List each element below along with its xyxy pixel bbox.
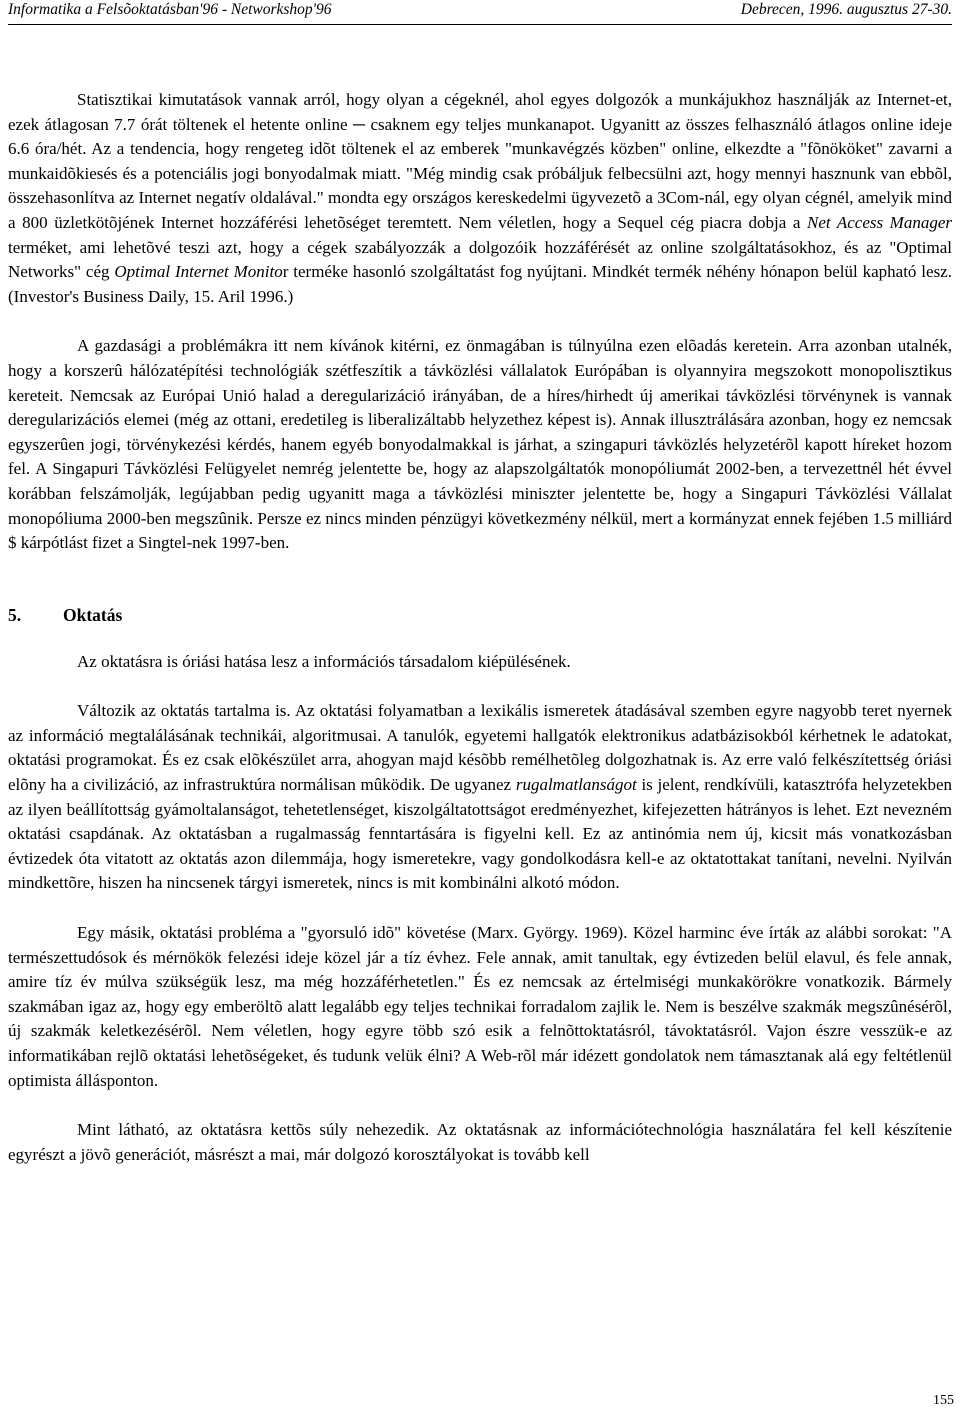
paragraph-internet-usage bbox=[8, 88, 952, 309]
p4-emphasis: rugalmatlanságot bbox=[515, 775, 637, 795]
p1-product-optimal-internet-monitor: Optimal Internet Monito bbox=[114, 262, 283, 282]
section-title: Oktatás bbox=[63, 604, 123, 625]
page-number: 155 bbox=[933, 1393, 954, 1408]
section-number: 5. bbox=[8, 604, 22, 625]
header-place-date: Debrecen, 1996. augusztus 27-30. bbox=[740, 1, 952, 18]
header-conference-title: Informatika a Felsõoktatásban'96 - Networkshop'96 bbox=[8, 1, 332, 18]
running-header bbox=[8, 0, 952, 25]
p1-text-4: r terméke hasonló szolgáltatást fog nyújtani. Mindkét termék néhény hónapon belül kapható lesz. (Investor's Business Daily, 15. Aril 1996.) bbox=[8, 262, 952, 306]
p1-text-1: Statisztikai kimutatások vannak arról, hogy olyan a cégeknél, ahol egyes dolgozók a munkájukhoz használják az Internet-et, ezek átlagosan 7.7 órát töltenek el hetente online bbox=[8, 90, 952, 134]
paragraph-accelerating-time: Egy másik, oktatási probléma a "gyorsuló idõ" követése (Marx. György. 1969). Közel harminc éve írták az alábbi sorokat: "A természettudósok és mérnökök felezési ideje közel jár a tíz évhez. Fele annak, amit tanultak, egy évtizeden belül elavul, és fele annak, amire tíz év múlva szükségük lesz, ma még hozzáférhetetlen." És ez nemcsak az értelmiségi munkakörökre vonatkozik. Bármely szakmában igaz az, hogy egy emberöltõ alatt legalább egy teljes technikai forradalom zajlik le. Nem is beszélve szakmák megszûnésérõl, új szakmák keletkezésérõl. Nem véletlen, hogy egyre több szó esik a felnõttoktatásról, távoktatásról. Vajon észre vesszük-e az informatikában rejlõ oktatási lehetõségeket, és tudunk velük élni? A Web-rõl már idézett gondolatok nem támasztanak alá egy feltétlenül optimista állásponton. bbox=[8, 923, 952, 1090]
paragraph-education-intro: Az oktatásra is óriási hatása lesz a információs társadalom kiépülésének. bbox=[77, 651, 571, 671]
p1-text-2: csaknem egy teljes munkanapot. Ugyanitt az összes felhasználó átlagos online ideje 6.6 óra/hét. Az a tendencia, hogy rengeteg idõt töltenek el az emberek "munkavégzés közben" online, elkezdte a "fõnököket" zavarni a munkaidõkiesés és a potenciális jogi bonyodalmak miatt. "Még mindig csak próbáljuk felbecsülni azt, hogy mennyi hasznunk van ebbõl, összehasonlítva az Internet negatív oldalával." mondta egy országos kereskedelmi ügyvezetõ a 3Com-nál, egy olyan cégnél, amelyik mind a 800 üzletkötõjének Internet hozzáférési lehetõséget teremtett. Nem véletlen, hogy a Sequel cég piacra dobja a bbox=[8, 114, 952, 232]
p4-text-1: Változik az oktatás tartalma is. Az oktatási folyamatban a lexikális ismeretek átadásával szemben egyre nagyobb teret nyernek az információ megtalálásának technikái, algoritmusai. A tanulók, egyetemi hallgatók elektronikus adatbázisokból kérhetnek le adatokat, oktatási programokat. És ez csak elõkészület arra, ahogyan majd késõbb remélhetõleg dolgozhatnak is. Az erre való felkészítettség óriási elõny ha a civilizáció, az infrastruktúra normálisan mûködik. De ugyanez bbox=[8, 701, 952, 795]
paragraph-dual-burden: Mint látható, az oktatásra kettõs súly nehezedik. Az oktatásnak az információtechnológia használatára fel kell készítenie egyrészt a jövõ generációt, másrészt a mai, már dolgozó korosztályokat is tovább kell bbox=[8, 1120, 952, 1164]
page-body bbox=[8, 88, 952, 1167]
paragraph-economic-issues: A gazdasági a problémákra itt nem kívánok kitérni, ez önmagában is túlnyúlna ezen elõadás keretein. Arra azonban utalnék, hogy a korszerû hálózatépítési technológiák szétfeszítik a távközlési vállalatok Európában is olyannyira megszokott monopolisztikus kereteit. Nemcsak az Európai Unió halad a deregularizáció irányában, de a híres/hirhedt új amerikai távközlési törvénynek is vannak deregularizációs elemei (még az ottani, eredetileg is liberalizáltabb helyzethez képest is). Annak illusztrálására azonban, hogy ez nemcsak egyszerûen jogi, törvénykezési kérdés, hanem egyéb bonyodalmakkal is járhat, a szingapuri távközlés helyzetérõl kapott híreket hozom fel. A Singapuri Távközlési Felügyelet nemrég jelentette be, hogy az alapszolgáltatók monopóliumát 2002-ben, a tervezettnél hét évvel korábban felszámolják, legújabban pedig ugyanitt maga a távközlési miniszter jelentette be, hogy a Singapuri Távközlési Vállalat monopóliuma 2000-ben megszûnik. Persze ez nincs minden pénzügyi következmény nélkül, mert a kormányzat ennek fejében 1.5 milliárd $ kárpótlást fizet a Singtel-nek 1997-ben. bbox=[8, 336, 952, 553]
p4-text-2: is jelent, rendkívüli, katasztrófa helyzetekben az ilyen beállítottság gyámoltalanságot, tehetetlenséget, kiszolgáltatottságot eredményezhet, kifejezetten hátrányos is lehet. Ezt nevezném oktatási csapdának. Az oktatásban a rugalmasság fenntartására is figyelni kell. Ez az antinómia nem új, kicsit más vonatkozásban évtizedek óta vitatott az oktatás azon dilemmája, hogy ismeretekre, vagy gondolkodásra kell-e az oktatottakat tanítani, nevelni. Nyilván mindkettõre, hiszen ha nincsenek tárgyi ismeretek, nincs is mit kombinálni alkotó módon. bbox=[8, 775, 953, 893]
p1-dash: ─ bbox=[353, 114, 366, 134]
paragraph-education-content bbox=[8, 699, 952, 896]
p1-product-net-access-manager: Net Access Manager bbox=[806, 212, 953, 232]
section-heading bbox=[8, 603, 952, 627]
p1-text-3: terméket, ami lehetõvé teszi azt, hogy a cégek szabályozzák a dolgozóik hozzáférését az online szolgáltatásokhoz, és az "Optimal Networks" cég bbox=[8, 237, 952, 282]
